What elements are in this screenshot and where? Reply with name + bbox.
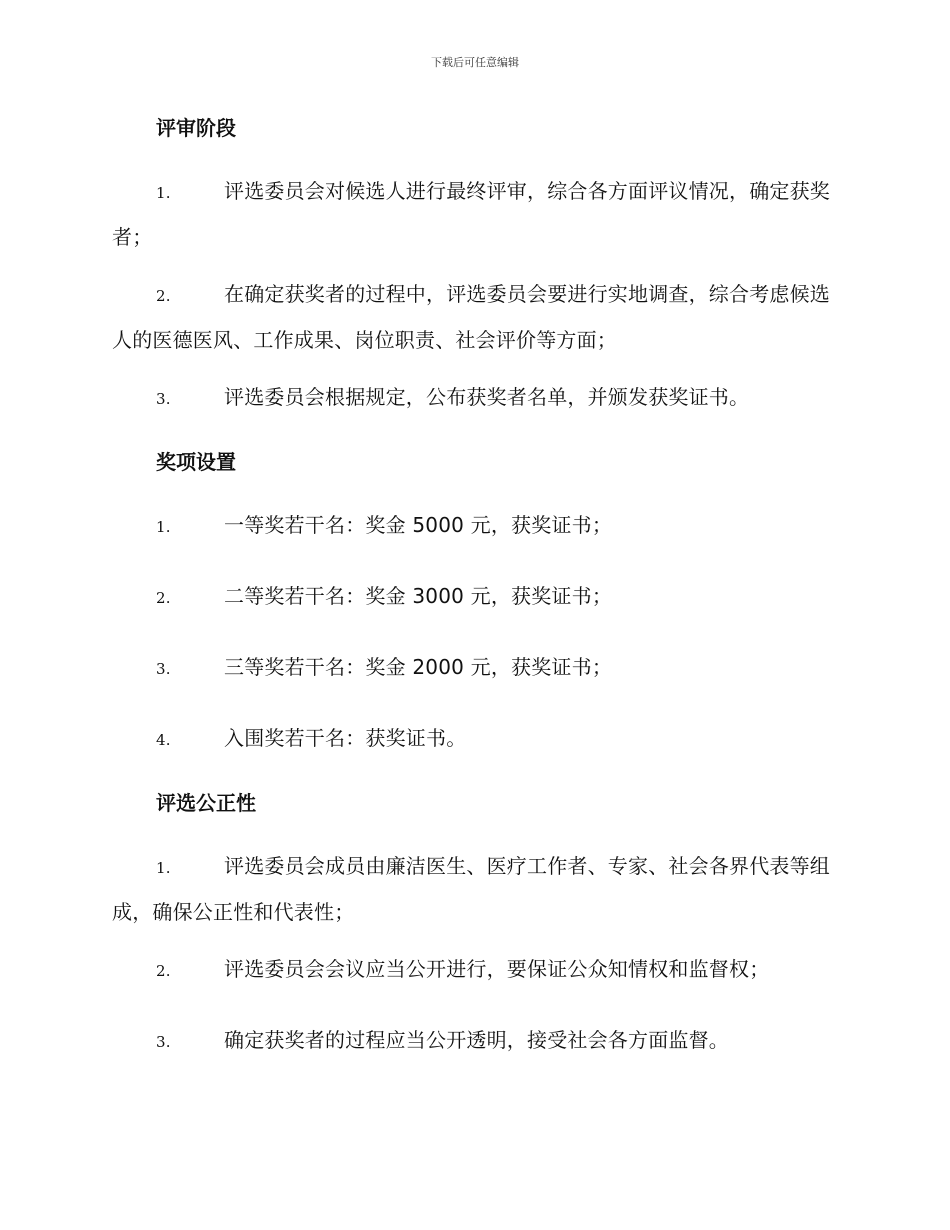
list-item	[112, 503, 834, 549]
list-item	[112, 947, 834, 993]
item-number: 3.	[156, 390, 171, 408]
list-item	[112, 844, 834, 934]
section-heading: 评选公正性	[156, 791, 256, 815]
item-text: 入围奖若干名：获奖证书。	[224, 726, 467, 750]
item-text: 二等奖若干名：奖金 3000 元，获奖证书；	[224, 584, 613, 608]
item-text: 评选委员会根据规定，公布获奖者名单，并颁发获奖证书。	[224, 385, 750, 409]
item-number: 3.	[156, 660, 171, 678]
list-item	[112, 574, 834, 620]
item-number: 4.	[156, 731, 171, 749]
item-text: 三等奖若干名：奖金 2000 元，获奖证书；	[224, 655, 613, 679]
item-number: 1.	[156, 859, 171, 877]
section-heading: 评审阶段	[156, 116, 236, 140]
item-number: 2.	[156, 962, 171, 980]
item-number: 1.	[156, 184, 171, 202]
section-award-settings	[112, 446, 834, 762]
list-item	[112, 645, 834, 691]
list-item	[112, 1018, 834, 1064]
item-text: 评选委员会成员由廉洁医生、医疗工作者、专家、社会各界代表等组成，确保公正性和代表性；	[112, 854, 830, 924]
item-number: 3.	[156, 1033, 171, 1051]
list-item	[112, 716, 834, 762]
item-text: 一等奖若干名：奖金 5000 元，获奖证书；	[224, 513, 613, 537]
header-note: 下载后可任意编辑	[431, 56, 519, 69]
item-text: 确定获奖者的过程应当公开透明，接受社会各方面监督。	[224, 1028, 729, 1052]
item-text: 评选委员会会议应当公开进行，要保证公众知情权和监督权；	[224, 957, 770, 981]
item-number: 2.	[156, 287, 171, 305]
document-body	[112, 112, 834, 1089]
list-item	[112, 272, 834, 362]
section-fairness	[112, 787, 834, 1064]
list-item	[112, 169, 834, 259]
item-text: 评选委员会对候选人进行最终评审，综合各方面评议情况，确定获奖者；	[112, 179, 830, 249]
section-review-stage	[112, 112, 834, 421]
section-heading: 奖项设置	[156, 450, 236, 474]
item-number: 2.	[156, 589, 171, 607]
item-text: 在确定获奖者的过程中，评选委员会要进行实地调查，综合考虑候选人的医德医风、工作成果、岗位职责、社会评价等方面；	[112, 282, 830, 352]
list-item	[112, 375, 834, 421]
item-number: 1.	[156, 518, 171, 536]
